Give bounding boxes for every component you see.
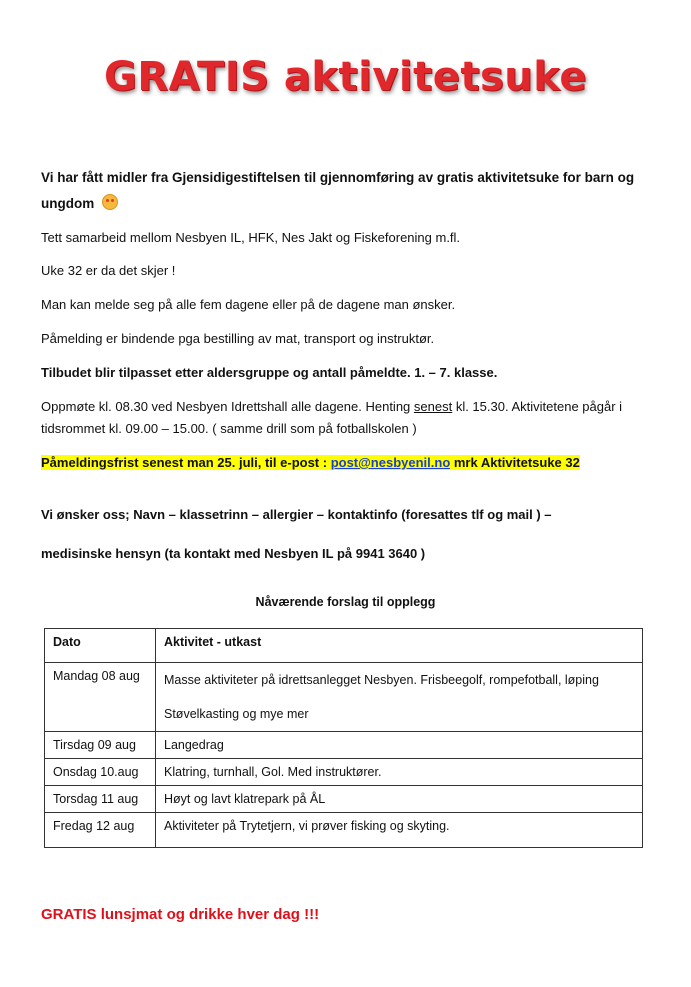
row-activity: Klatring, turnhall, Gol. Med instruktører. <box>156 759 643 786</box>
deadline-text: Påmeldingsfrist senest man 25. juli, til e-post : <box>41 455 331 470</box>
intro-paragraph <box>41 165 646 217</box>
header-activity: Aktivitet - utkast <box>156 629 643 663</box>
row-activity: Høyt og lavt klatrepark på ÅL <box>156 786 643 813</box>
table-caption: Nåværende forslag til opplegg <box>255 595 436 609</box>
activity-table <box>44 628 643 848</box>
smiling-face-icon <box>102 194 118 210</box>
deadline-paragraph <box>41 452 646 474</box>
table-row <box>45 813 643 848</box>
paragraph-schedule <box>41 396 646 440</box>
schedule-text-a: Oppmøte kl. 08.30 ved Nesbyen Idrettshall alle dagene. Henting <box>41 399 414 414</box>
email-link[interactable]: post@nesbyenil.no <box>330 455 451 470</box>
row-date: Tirsdag 09 aug <box>45 732 156 759</box>
schedule-text-underlined: senest <box>413 399 453 414</box>
row-activity: Aktiviteter på Trytetjern, vi prøver fisking og skyting. <box>156 813 643 848</box>
footer-note: GRATIS lunsjmat og drikke hver dag !!! <box>41 906 320 923</box>
paragraph-week: Uke 32 er da det skjer ! <box>41 263 176 278</box>
page-title: GRATIS aktivitetsuke <box>104 54 587 100</box>
intro-text: Vi har fått midler fra Gjensidigestiftelsen til gjennomføring av gratis aktivitetsuke for barn og ungdom <box>41 170 635 211</box>
paragraph-signup-days: Man kan melde seg på alle fem dagene eller på de dagene man ønsker. <box>41 297 456 312</box>
table-row <box>45 732 643 759</box>
paragraph-partners: Tett samarbeid mellom Nesbyen IL, HFK, Nes Jakt og Fiskeforening m.fl. <box>41 230 461 245</box>
row-activity-line: Masse aktiviteter på idrettsanlegget Nesbyen. Frisbeegolf, rompefotball, løping <box>164 673 599 687</box>
row-activity: Langedrag <box>156 732 643 759</box>
deadline-suffix: mrk Aktivitetsuke 32 <box>450 455 580 470</box>
table-header-row <box>45 629 643 663</box>
paragraph-age-groups: Tilbudet blir tilpasset etter aldersgruppe og antall påmeldte. 1. – 7. klasse. <box>41 365 498 380</box>
schedule-text-c: kl. 15.30. Aktivitetene pågår i tidsrommet kl. 09.00 – 15.00. ( samme drill som på fotballskolen ) <box>41 399 623 436</box>
header-date: Dato <box>45 629 156 663</box>
table-row <box>45 663 643 732</box>
row-activity-line: Støvelkasting og mye mer <box>164 707 309 721</box>
row-activity <box>156 663 643 732</box>
row-date: Torsdag 11 aug <box>45 786 156 813</box>
table-row <box>45 759 643 786</box>
wishes-line-2: medisinske hensyn (ta kontakt med Nesbyen IL på 9941 3640 ) <box>41 546 426 561</box>
wishes-line-1: Vi ønsker oss; Navn – klassetrinn – allergier – kontaktinfo (foresattes tlf og mail ) – <box>41 507 552 522</box>
row-date: Onsdag 10.aug <box>45 759 156 786</box>
paragraph-binding: Påmelding er bindende pga bestilling av mat, transport og instruktør. <box>41 331 435 346</box>
row-date: Fredag 12 aug <box>45 813 156 848</box>
row-date: Mandag 08 aug <box>45 663 156 732</box>
table-row <box>45 786 643 813</box>
